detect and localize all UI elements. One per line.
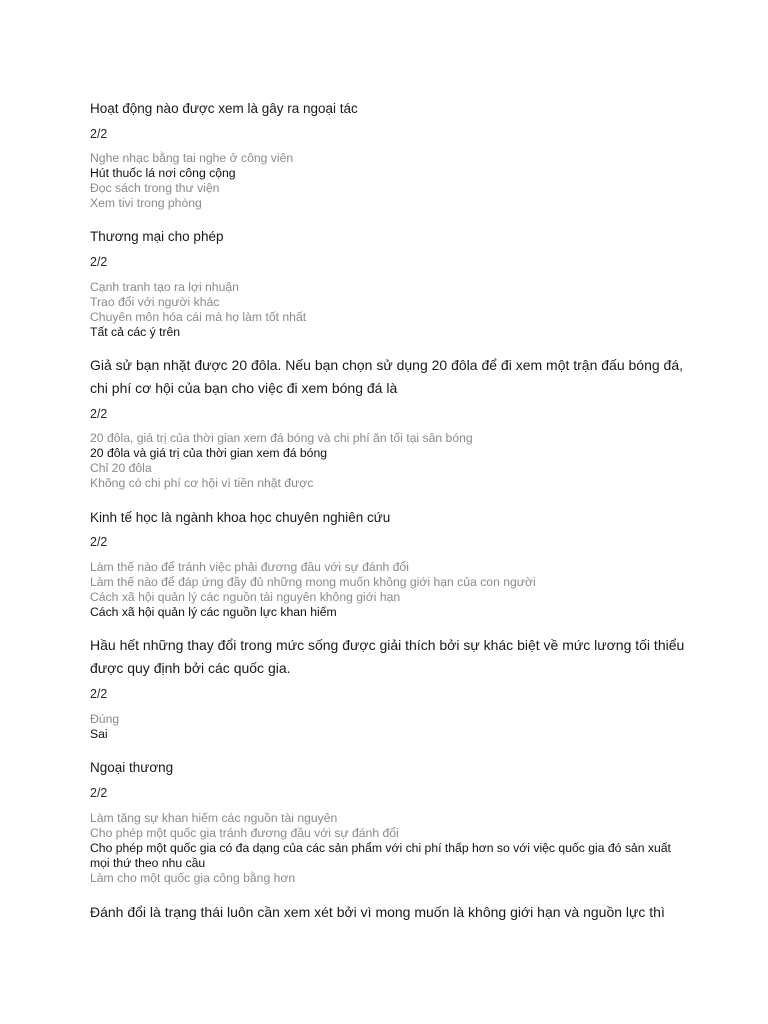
question-text: Kinh tế học là ngành khoa học chuyên nghiên cứu (90, 510, 391, 525)
answer-option: Trao đổi với người khác (90, 295, 220, 309)
question-text: Hoạt động nào được xem là gây ra ngoại tác (90, 101, 358, 116)
selected-answer-option: Tất cả các ý trên (90, 325, 181, 339)
answer-option: Làm tăng sự khan hiếm các nguồn tài nguyên (90, 811, 338, 825)
selected-answer-option: Cho phép một quốc gia có đa dạng của các sản phẩm với chi phí thấp hơn so với việc quốc gia đó sản xuất mọi thứ theo nhu cầu (90, 841, 671, 870)
question-text: Thương mại cho phép (90, 229, 224, 244)
question-score: 2/2 (90, 535, 108, 549)
answer-option: Xem tivi trong phòng (90, 196, 202, 210)
question-score: 2/2 (90, 407, 108, 421)
answer-option: Làm cho một quốc gia công bằng hơn (90, 871, 296, 885)
answer-options (90, 431, 690, 491)
selected-answer-option: Sai (90, 727, 108, 741)
answer-options (90, 560, 690, 620)
selected-answer-option: Hút thuốc lá nơi công cộng (90, 166, 236, 180)
answer-options (90, 712, 690, 742)
selected-answer-option: Cách xã hội quản lý các nguồn lực khan hiếm (90, 605, 337, 619)
answer-option: Đúng (90, 712, 120, 726)
answer-option: 20 đôla, giá trị của thời gian xem đá bóng và chi phí ăn tối tại sân bóng (90, 431, 473, 445)
answer-options (90, 280, 690, 340)
answer-option: Cho phép một quốc gia tránh đương đầu với sự đánh đổi (90, 826, 399, 840)
answer-option: Làm thế nào để tránh việc phải đương đầu với sự đánh đổi (90, 560, 409, 574)
question-text: Đánh đổi là trạng thái luôn cần xem xét bởi vì mong muốn là không giới hạn và nguồn lực thì (90, 904, 665, 920)
answer-option: Làm thế nào để đáp ứng đầy đủ những mong muốn không giới hạn của con người (90, 575, 536, 589)
answer-option: Chuyên môn hóa cái mà họ làm tốt nhất (90, 310, 307, 324)
question-score: 2/2 (90, 255, 108, 269)
question-score: 2/2 (90, 786, 108, 800)
answer-option: Chỉ 20 đôla (90, 461, 152, 475)
answer-option: Cạnh tranh tạo ra lợi nhuận (90, 280, 239, 294)
question-text: Hầu hết những thay đổi trong mức sống được giải thích bởi sự khác biệt về mức lương tối thiểu được quy định bởi các quốc gia. (90, 637, 685, 676)
answer-options (90, 151, 690, 211)
answer-option: Không có chi phí cơ hội vì tiền nhặt được (90, 476, 314, 490)
answer-options (90, 811, 690, 886)
question-score: 2/2 (90, 127, 108, 141)
answer-option: Đọc sách trong thư viện (90, 181, 220, 195)
answer-option: Nghe nhạc bằng tai nghe ở công viên (90, 151, 294, 165)
question-text: Ngoại thương (90, 760, 174, 775)
answer-option: Cách xã hội quản lý các nguồn tài nguyên không giới hạn (90, 590, 401, 604)
selected-answer-option: 20 đôla và giá trị của thời gian xem đá bóng (90, 446, 327, 460)
question-text: Giả sử bạn nhặt được 20 đôla. Nếu bạn chọn sử dụng 20 đôla để đi xem một trận đấu bóng đá, chi phí cơ hội của bạn cho việc đi xem bóng đá là (90, 357, 684, 396)
question-score: 2/2 (90, 687, 108, 701)
